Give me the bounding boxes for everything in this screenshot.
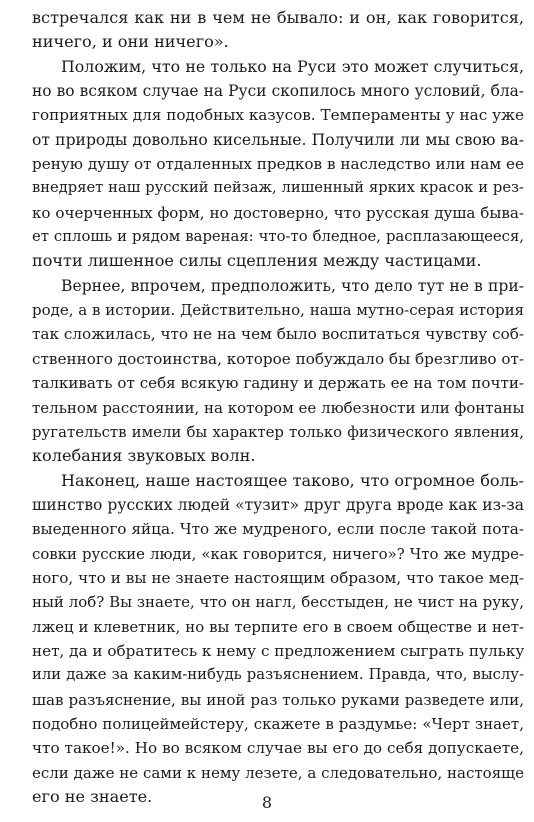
text-line: почти лишенное силы сцепления между частицами. bbox=[32, 251, 482, 271]
book-page-text bbox=[32, 6, 524, 809]
text-line: колебания звуковых волн. bbox=[32, 446, 256, 466]
text-line: от природы довольно кисельные. Получили ли мы свою ва- bbox=[32, 130, 524, 149]
text-line: ко очерченных форм, но достоверно, что русская душа быва- bbox=[32, 203, 524, 222]
text-line: ет сплошь и рядом вареная: что-то бледное, расплазающееся, bbox=[32, 228, 524, 246]
text-line: лжец и клеветник, но вы терпите его в своем обществе и нет- bbox=[32, 617, 524, 636]
text-line: если даже не сами к нему лезете, а следовательно, настояще bbox=[32, 763, 524, 782]
text-line: шинство русских людей «тузит» друг друга вроде как из-за bbox=[32, 495, 524, 514]
text-line: ственного достоинства, которое побуждало бы брезгливо от- bbox=[32, 349, 524, 368]
text-line: реную душу от отдаленных предков в наследство или нам ее bbox=[32, 155, 524, 174]
paragraph bbox=[32, 469, 524, 810]
text-line: его не знаете. bbox=[32, 787, 153, 806]
text-line: талкивать от себя всякую гадину и держать ее на том почти- bbox=[32, 374, 524, 393]
text-line: что такое!». Но во всяком случае вы его до себя допускаете, bbox=[32, 739, 524, 758]
text-line: тельном расстоянии, на котором ее любезности или фонтаны bbox=[32, 398, 524, 417]
text-line: подобно полицеймейстеру, скажете в раздумье: «Черт знает, bbox=[32, 714, 524, 733]
page-number: 8 bbox=[261, 793, 273, 812]
paragraph bbox=[32, 6, 524, 55]
text-line: Положим, что не только на Руси это может случиться, bbox=[61, 56, 524, 76]
text-line: роде, а в истории. Действительно, наша мутно-серая история bbox=[32, 301, 524, 320]
text-line: ничего, и они ничего». bbox=[32, 32, 229, 52]
text-line: так сложилась, что не на чем было воспитаться чувству соб- bbox=[32, 325, 524, 344]
text-line: выеденного яйца. Что же мудреного, если после такой пота- bbox=[32, 520, 524, 539]
text-line: гоприятных для подобных казусов. Темпераменты у нас уже bbox=[32, 106, 524, 125]
text-line: ного, что и вы не знаете настоящим образом, что такое мед- bbox=[32, 568, 524, 587]
paragraph bbox=[32, 55, 524, 274]
text-line: шав разъяснение, вы иной раз только руками разведете или, bbox=[32, 690, 524, 709]
paragraph bbox=[32, 274, 524, 469]
text-line: нет, да и обратитесь к нему с предложением сыграть пульку bbox=[32, 641, 524, 660]
text-line: внедряет наш русский пейзаж, лишенный ярких красок и рез- bbox=[32, 179, 524, 197]
text-line: Наконец, наше настоящее таково, что огромное боль- bbox=[61, 470, 524, 490]
text-line: встречался как ни в чем не бывало: и он, как говорится, bbox=[32, 8, 524, 27]
text-line: или даже за каким-нибудь разъяснением. Правда, что, выслу- bbox=[32, 666, 524, 684]
text-line: ругательств имели бы характер только физического явления, bbox=[32, 422, 524, 441]
text-line: ный лоб? Вы знаете, что он нагл, бесстыден, не чист на руку, bbox=[32, 593, 524, 612]
text-line: совки русские люди, «как говорится, ничего»? Что же мудре- bbox=[32, 544, 524, 563]
text-line: но во всяком случае на Руси скопилось много условий, бла- bbox=[32, 82, 524, 101]
text-line: Вернее, впрочем, предположить, что дело тут не в при- bbox=[61, 276, 524, 295]
